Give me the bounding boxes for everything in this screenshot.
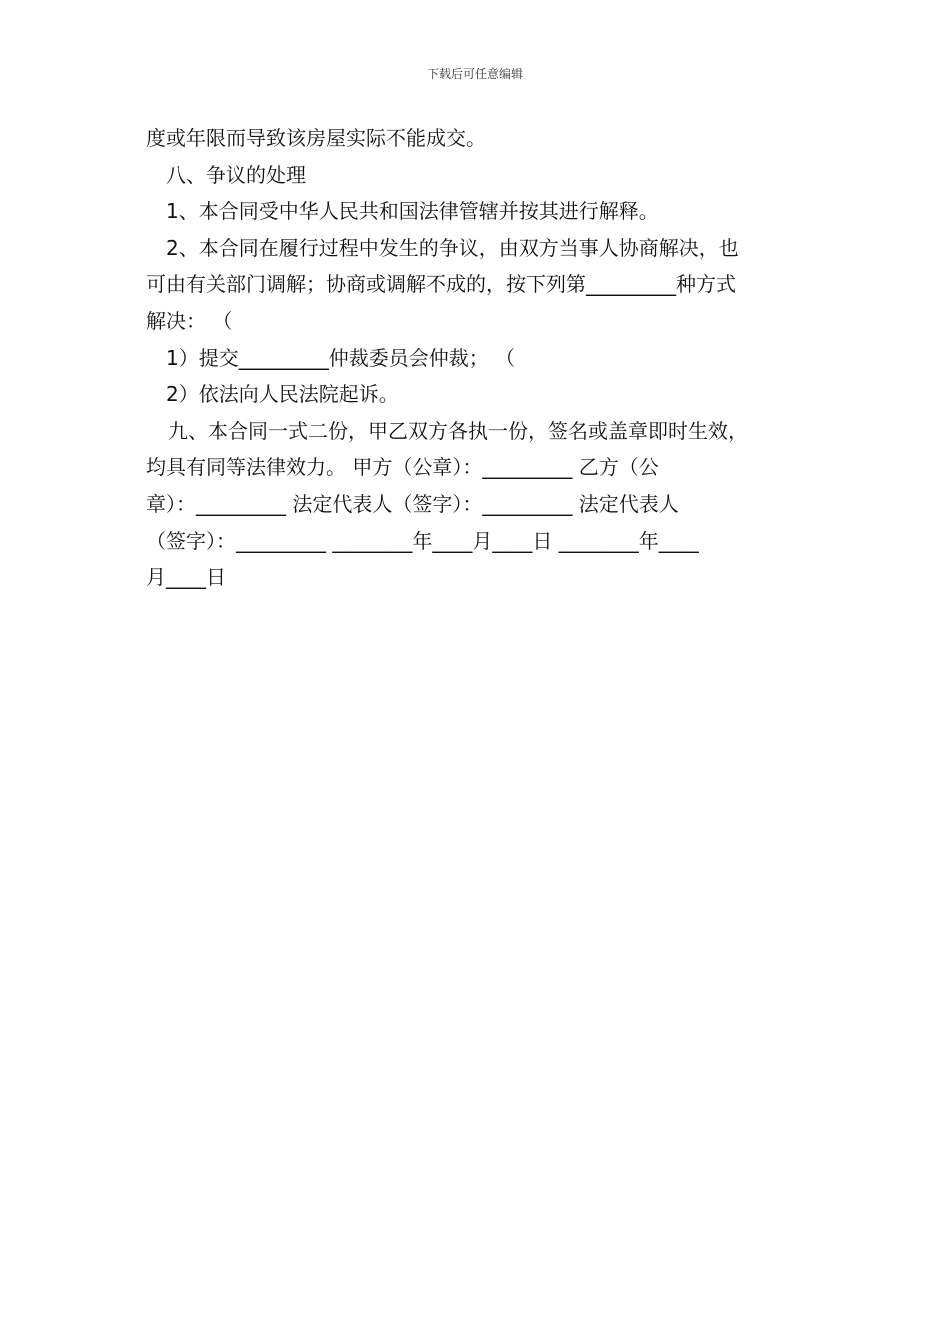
section-heading-dispute: 八、争议的处理 (166, 162, 306, 187)
text-line: 2、本合同在履行过程中发生的争议，由双方当事人协商解决，也 (166, 235, 739, 260)
text-line: 2）依法向人民法院起诉。 (166, 382, 399, 407)
text-line: 可由有关部门调解；协商或调解不成的，按下列第_________种方式 (146, 272, 736, 297)
text-line: 度或年限而导致该房屋实际不能成交。 (146, 126, 486, 150)
text-line: （签字）：_________ ________年____月____日 ________年____ (146, 528, 699, 553)
text-line: 章）：_________ 法定代表人（签字）：_________ 法定代表人 (146, 491, 679, 516)
section-heading-copies: 九、本合同一式二份，甲乙双方各执一份，签名或盖章即时生效， (168, 418, 748, 443)
document-body (146, 120, 818, 596)
text-line: 1）提交_________仲裁委员会仲裁； （ (166, 345, 516, 370)
text-line: 月____日 (146, 565, 226, 590)
text-line: 1、本合同受中华人民共和国法律管辖并按其进行解释。 (166, 199, 659, 224)
text-line: 均具有同等法律效力。 甲方（公章）：_________ 乙方（公 (146, 455, 659, 480)
text-line: 解决： （ (146, 308, 233, 333)
page-header: 下载后可任意编辑 (426, 67, 523, 81)
